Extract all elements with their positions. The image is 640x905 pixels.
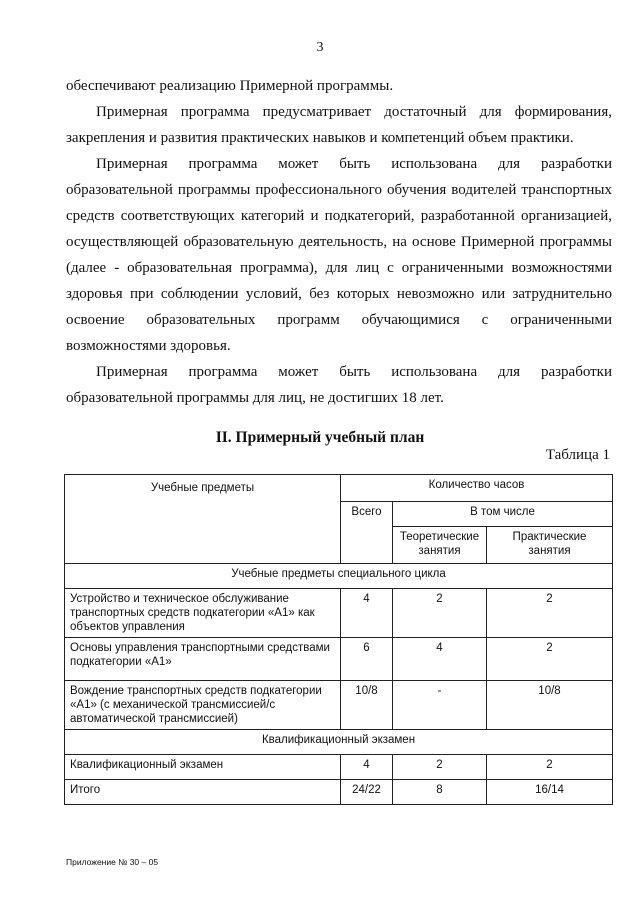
row-name: Устройство и техническое обслуживание транспортных средств подкатегории «А1» как объектов управления	[65, 589, 341, 638]
row-total: 4	[341, 589, 393, 638]
header-theory: Теоретические занятия	[393, 527, 487, 564]
paragraph: Примерная программа предусматривает достаточный для формирования, закрепления и развития практических навыков и компетенций объем практики.	[66, 104, 612, 146]
paragraph: Примерная программа может быть использована для разработки образовательной программы профессионального обучения водителей транспортных средств соответствующих категорий и подкатегорий, разработанной организацией, осуществляющей образовательную деятельность, на основе Примерной программы (далее - образовательная программа), для лиц с ограниченными возможностями здоровья при соблюдении условий, без которых невозможно или затруднительно освоение образовательных программ обучающимися с ограниченными возможностями здоровья.	[66, 156, 612, 354]
row-name: Вождение транспортных средств подкатегории «А1» (с механической трансмиссией/с автоматической трансмиссией)	[65, 681, 341, 730]
curriculum-table	[64, 474, 613, 805]
table-row	[65, 638, 613, 681]
table-header-row	[65, 475, 613, 502]
row-practice: 2	[487, 589, 613, 638]
paragraph: Примерная программа может быть использована для разработки образовательной программы для лиц, не достигших 18 лет.	[66, 364, 612, 406]
table-row	[65, 755, 613, 780]
exam-row-total: 4	[341, 755, 393, 780]
row-theory: 2	[393, 589, 487, 638]
body-text	[66, 73, 612, 411]
page-number: 3	[316, 40, 324, 55]
exam-row-name: Квалификационный экзамен	[65, 755, 341, 780]
header-subjects: Учебные предметы	[65, 475, 341, 564]
exam-row-theory: 2	[393, 755, 487, 780]
total-row-practice: 16/14	[487, 780, 613, 805]
table-row	[65, 681, 613, 730]
total-row	[65, 780, 613, 805]
header-including: В том числе	[393, 502, 613, 527]
section-row	[65, 564, 613, 589]
total-row-name: Итого	[65, 780, 341, 805]
section-special-cycle: Учебные предметы специального цикла	[65, 564, 613, 589]
table-caption: Таблица 1	[545, 447, 610, 463]
footer-appendix: Приложение № 30 – 05	[66, 857, 159, 867]
exam-row-practice: 2	[487, 755, 613, 780]
row-theory: -	[393, 681, 487, 730]
header-total: Всего	[341, 502, 393, 564]
row-total: 6	[341, 638, 393, 681]
row-theory: 4	[393, 638, 487, 681]
section-exam: Квалификационный экзамен	[65, 730, 613, 755]
row-practice: 2	[487, 638, 613, 681]
paragraph: обеспечивают реализацию Примерной программы.	[66, 78, 394, 94]
table-row	[65, 589, 613, 638]
total-row-theory: 8	[393, 780, 487, 805]
section-row	[65, 730, 613, 755]
header-practice: Практические занятия	[487, 527, 613, 564]
total-row-total: 24/22	[341, 780, 393, 805]
header-hours: Количество часов	[341, 475, 613, 502]
row-practice: 10/8	[487, 681, 613, 730]
row-name: Основы управления транспортными средствами подкатегории «А1»	[65, 638, 341, 681]
section-title: II. Примерный учебный план	[215, 429, 425, 446]
row-total: 10/8	[341, 681, 393, 730]
